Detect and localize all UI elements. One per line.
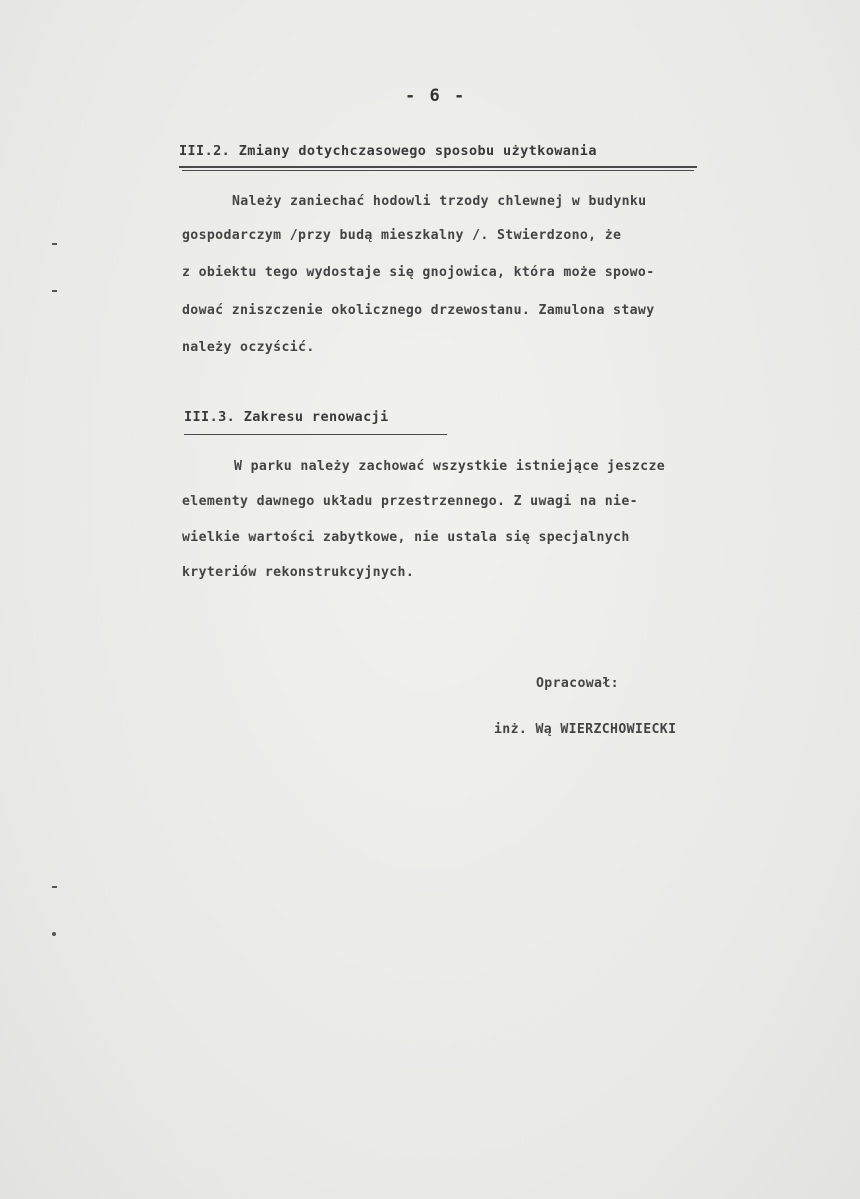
heading-underline-III-2 (179, 166, 697, 168)
paragraph-line: gospodarczym /przy budą mieszkalny /. Stwierdzono, że (182, 228, 622, 243)
margin-mark (52, 932, 56, 936)
paragraph-line: wielkie wartości zabytkowe, nie ustala się specjalnych (182, 530, 630, 545)
signature-name: inż. Wą WIERZCHOWIECKI (494, 722, 677, 737)
paragraph-line: z obiektu tego wydostaje się gnojowica, która może spowo- (182, 265, 655, 280)
margin-mark (52, 886, 57, 888)
section-heading-III-2: III.2. Zmiany dotychczasowego sposobu użytkowania (179, 143, 597, 159)
heading-underline-III-2-second (182, 170, 694, 171)
paragraph-line: dować zniszczenie okolicznego drzewostanu. Zamulona stawy (182, 303, 655, 318)
paragraph-line: należy oczyścić. (182, 340, 315, 355)
paragraph-line: elementy dawnego układu przestrzennego. Z uwagi na nie- (182, 494, 638, 509)
margin-mark (52, 290, 57, 292)
heading-underline-III-3 (184, 434, 447, 435)
paragraph-line: kryteriów rekonstrukcyjnych. (182, 565, 415, 580)
section-heading-III-3: III.3. Zakresu renowacji (184, 409, 389, 425)
paragraph-line: W parku należy zachować wszystkie istniejące jeszcze (234, 459, 666, 474)
paragraph-line: Należy zaniechać hodowli trzody chlewnej w budynku (232, 194, 647, 209)
page-number: - 6 - (405, 86, 467, 106)
margin-mark (52, 243, 57, 245)
signature-label: Opracował: (536, 676, 619, 691)
